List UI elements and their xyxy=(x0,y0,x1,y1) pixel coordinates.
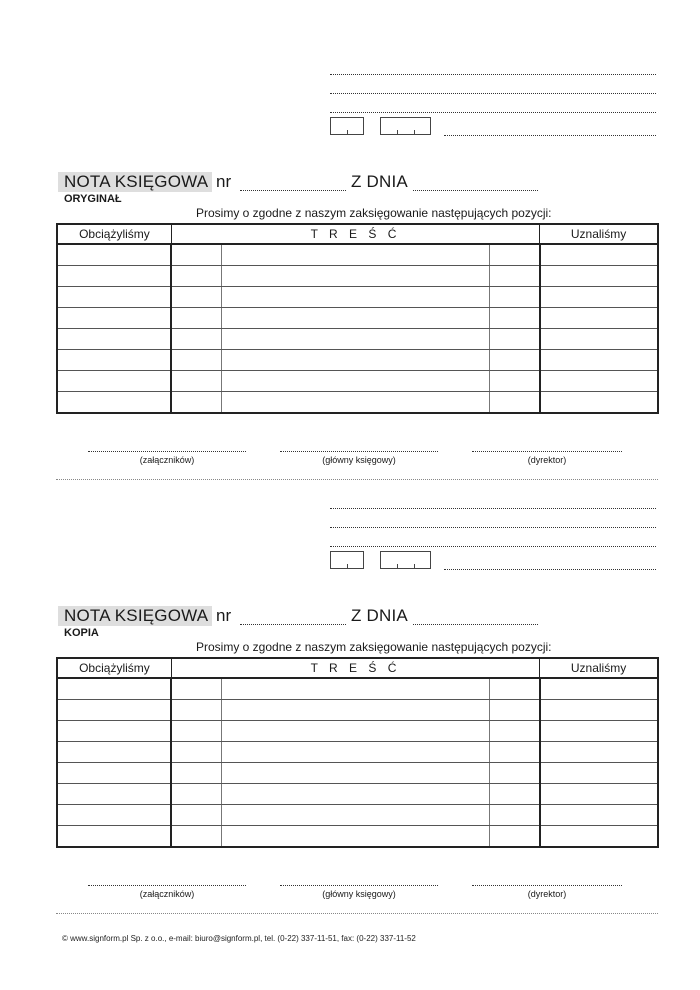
account-cell[interactable] xyxy=(171,784,221,805)
description-cell[interactable] xyxy=(222,826,490,848)
address-line-2[interactable] xyxy=(330,527,656,528)
number-field[interactable] xyxy=(240,190,346,191)
column-header-content: T R E Ś Ć xyxy=(171,224,539,244)
booking-prompt: Prosimy o zgodne z naszym zaksięgowanie następujących pozycji: xyxy=(196,640,552,654)
attachments-label: (załączników) xyxy=(139,455,195,465)
table-row xyxy=(57,805,658,826)
account-cell[interactable] xyxy=(171,678,221,700)
date-field[interactable] xyxy=(413,624,538,625)
chief-accountant-label: (główny księgowy) xyxy=(322,455,396,465)
account-cell[interactable] xyxy=(171,244,221,266)
description-cell[interactable] xyxy=(222,763,490,784)
credit-cell[interactable] xyxy=(540,350,658,371)
debit-cell[interactable] xyxy=(57,742,171,763)
amount-cell[interactable] xyxy=(489,742,539,763)
address-line-1[interactable] xyxy=(330,508,656,509)
address-line-3[interactable] xyxy=(330,546,656,547)
city-line[interactable] xyxy=(444,135,656,136)
column-header-credit: Uznaliśmy xyxy=(540,658,658,678)
table-row xyxy=(57,784,658,805)
description-cell[interactable] xyxy=(222,371,490,392)
amount-cell[interactable] xyxy=(489,266,539,287)
credit-cell[interactable] xyxy=(540,371,658,392)
amount-cell[interactable] xyxy=(489,784,539,805)
description-cell[interactable] xyxy=(222,678,490,700)
description-cell[interactable] xyxy=(222,742,490,763)
cut-line xyxy=(56,913,658,914)
copy-type-label: ORYGINAŁ xyxy=(64,193,122,205)
table-row xyxy=(57,371,658,392)
copyright-footer: © www.signform.pl Sp. z o.o., e-mail: biuro@signform.pl, tel. (0-22) 337-11-51, fax: (0-22) 337-11-52 xyxy=(62,934,416,943)
table-row xyxy=(57,329,658,350)
amount-cell[interactable] xyxy=(489,678,539,700)
description-cell[interactable] xyxy=(222,266,490,287)
credit-cell[interactable] xyxy=(540,678,658,700)
debit-cell[interactable] xyxy=(57,329,171,350)
amount-cell[interactable] xyxy=(489,287,539,308)
credit-cell[interactable] xyxy=(540,826,658,848)
credit-cell[interactable] xyxy=(540,805,658,826)
director-signature-line[interactable] xyxy=(472,885,622,886)
debit-cell[interactable] xyxy=(57,308,171,329)
chief-accountant-signature-line[interactable] xyxy=(280,885,438,886)
entries-table xyxy=(56,223,659,414)
number-label: nr xyxy=(216,606,232,625)
table-row xyxy=(57,244,658,266)
entries-table xyxy=(56,657,659,848)
amount-cell[interactable] xyxy=(489,308,539,329)
account-cell[interactable] xyxy=(171,350,221,371)
account-cell[interactable] xyxy=(171,805,221,826)
form-copy xyxy=(0,434,700,899)
director-label: (dyrektor) xyxy=(527,455,567,465)
date-label: Z DNIA xyxy=(351,606,408,625)
amount-cell[interactable] xyxy=(489,329,539,350)
account-cell[interactable] xyxy=(171,826,221,848)
address-line-2[interactable] xyxy=(330,93,656,94)
description-cell[interactable] xyxy=(222,329,490,350)
credit-cell[interactable] xyxy=(540,329,658,350)
credit-cell[interactable] xyxy=(540,721,658,742)
amount-cell[interactable] xyxy=(489,763,539,784)
account-cell[interactable] xyxy=(171,392,221,414)
account-cell[interactable] xyxy=(171,329,221,350)
account-cell[interactable] xyxy=(171,742,221,763)
address-line-1[interactable] xyxy=(330,74,656,75)
debit-cell[interactable] xyxy=(57,350,171,371)
account-cell[interactable] xyxy=(171,287,221,308)
table-row xyxy=(57,266,658,287)
table-row xyxy=(57,308,658,329)
credit-cell[interactable] xyxy=(540,392,658,414)
debit-cell[interactable] xyxy=(57,805,171,826)
account-cell[interactable] xyxy=(171,700,221,721)
table-row xyxy=(57,392,658,414)
description-cell[interactable] xyxy=(222,244,490,266)
amount-cell[interactable] xyxy=(489,805,539,826)
table-header xyxy=(57,224,658,244)
table-header xyxy=(57,658,658,678)
column-header-credit: Uznaliśmy xyxy=(540,224,658,244)
credit-cell[interactable] xyxy=(540,784,658,805)
postal-code-box-2[interactable] xyxy=(380,117,431,135)
amount-cell[interactable] xyxy=(489,826,539,848)
city-line[interactable] xyxy=(444,569,656,570)
date-field[interactable] xyxy=(413,190,538,191)
account-cell[interactable] xyxy=(171,266,221,287)
debit-cell[interactable] xyxy=(57,826,171,848)
debit-cell[interactable] xyxy=(57,784,171,805)
credit-cell[interactable] xyxy=(540,287,658,308)
description-cell[interactable] xyxy=(222,784,490,805)
column-header-content: T R E Ś Ć xyxy=(171,658,539,678)
table-row xyxy=(57,742,658,763)
address-line-3[interactable] xyxy=(330,112,656,113)
table-row xyxy=(57,350,658,371)
description-cell[interactable] xyxy=(222,700,490,721)
table-row xyxy=(57,287,658,308)
description-cell[interactable] xyxy=(222,392,490,414)
column-header-debit: Obciążyliśmy xyxy=(57,658,171,678)
description-cell[interactable] xyxy=(222,721,490,742)
document-title: NOTA KSIĘGOWA xyxy=(58,606,212,626)
description-cell[interactable] xyxy=(222,805,490,826)
table-row xyxy=(57,721,658,742)
credit-cell[interactable] xyxy=(540,700,658,721)
amount-cell[interactable] xyxy=(489,700,539,721)
credit-cell[interactable] xyxy=(540,244,658,266)
debit-cell[interactable] xyxy=(57,244,171,266)
debit-cell[interactable] xyxy=(57,678,171,700)
debit-cell[interactable] xyxy=(57,700,171,721)
debit-cell[interactable] xyxy=(57,392,171,414)
credit-cell[interactable] xyxy=(540,742,658,763)
document-title: NOTA KSIĘGOWA xyxy=(58,172,212,192)
account-cell[interactable] xyxy=(171,763,221,784)
table-row xyxy=(57,763,658,784)
amount-cell[interactable] xyxy=(489,392,539,414)
credit-cell[interactable] xyxy=(540,266,658,287)
table-row xyxy=(57,678,658,700)
credit-cell[interactable] xyxy=(540,308,658,329)
column-header-debit: Obciążyliśmy xyxy=(57,224,171,244)
number-label: nr xyxy=(216,172,232,191)
debit-cell[interactable] xyxy=(57,266,171,287)
amount-cell[interactable] xyxy=(489,371,539,392)
description-cell[interactable] xyxy=(222,308,490,329)
credit-cell[interactable] xyxy=(540,763,658,784)
form-original xyxy=(0,0,700,465)
table-row xyxy=(57,700,658,721)
debit-cell[interactable] xyxy=(57,721,171,742)
copy-type-label: KOPIA xyxy=(64,627,99,639)
account-cell[interactable] xyxy=(171,721,221,742)
description-cell[interactable] xyxy=(222,287,490,308)
debit-cell[interactable] xyxy=(57,371,171,392)
number-field[interactable] xyxy=(240,624,346,625)
attachments-label: (załączników) xyxy=(139,889,195,899)
postal-code-box-1[interactable] xyxy=(330,551,364,569)
postal-code-box-2[interactable] xyxy=(380,551,431,569)
amount-cell[interactable] xyxy=(489,244,539,266)
description-cell[interactable] xyxy=(222,350,490,371)
postal-code-box-1[interactable] xyxy=(330,117,364,135)
director-label: (dyrektor) xyxy=(527,889,567,899)
account-cell[interactable] xyxy=(171,371,221,392)
debit-cell[interactable] xyxy=(57,763,171,784)
debit-cell[interactable] xyxy=(57,287,171,308)
amount-cell[interactable] xyxy=(489,350,539,371)
booking-prompt: Prosimy o zgodne z naszym zaksięgowanie następujących pozycji: xyxy=(196,206,552,220)
account-cell[interactable] xyxy=(171,308,221,329)
amount-cell[interactable] xyxy=(489,721,539,742)
chief-accountant-label: (główny księgowy) xyxy=(322,889,396,899)
table-row xyxy=(57,826,658,848)
date-label: Z DNIA xyxy=(351,172,408,191)
attachments-signature-line[interactable] xyxy=(88,885,246,886)
